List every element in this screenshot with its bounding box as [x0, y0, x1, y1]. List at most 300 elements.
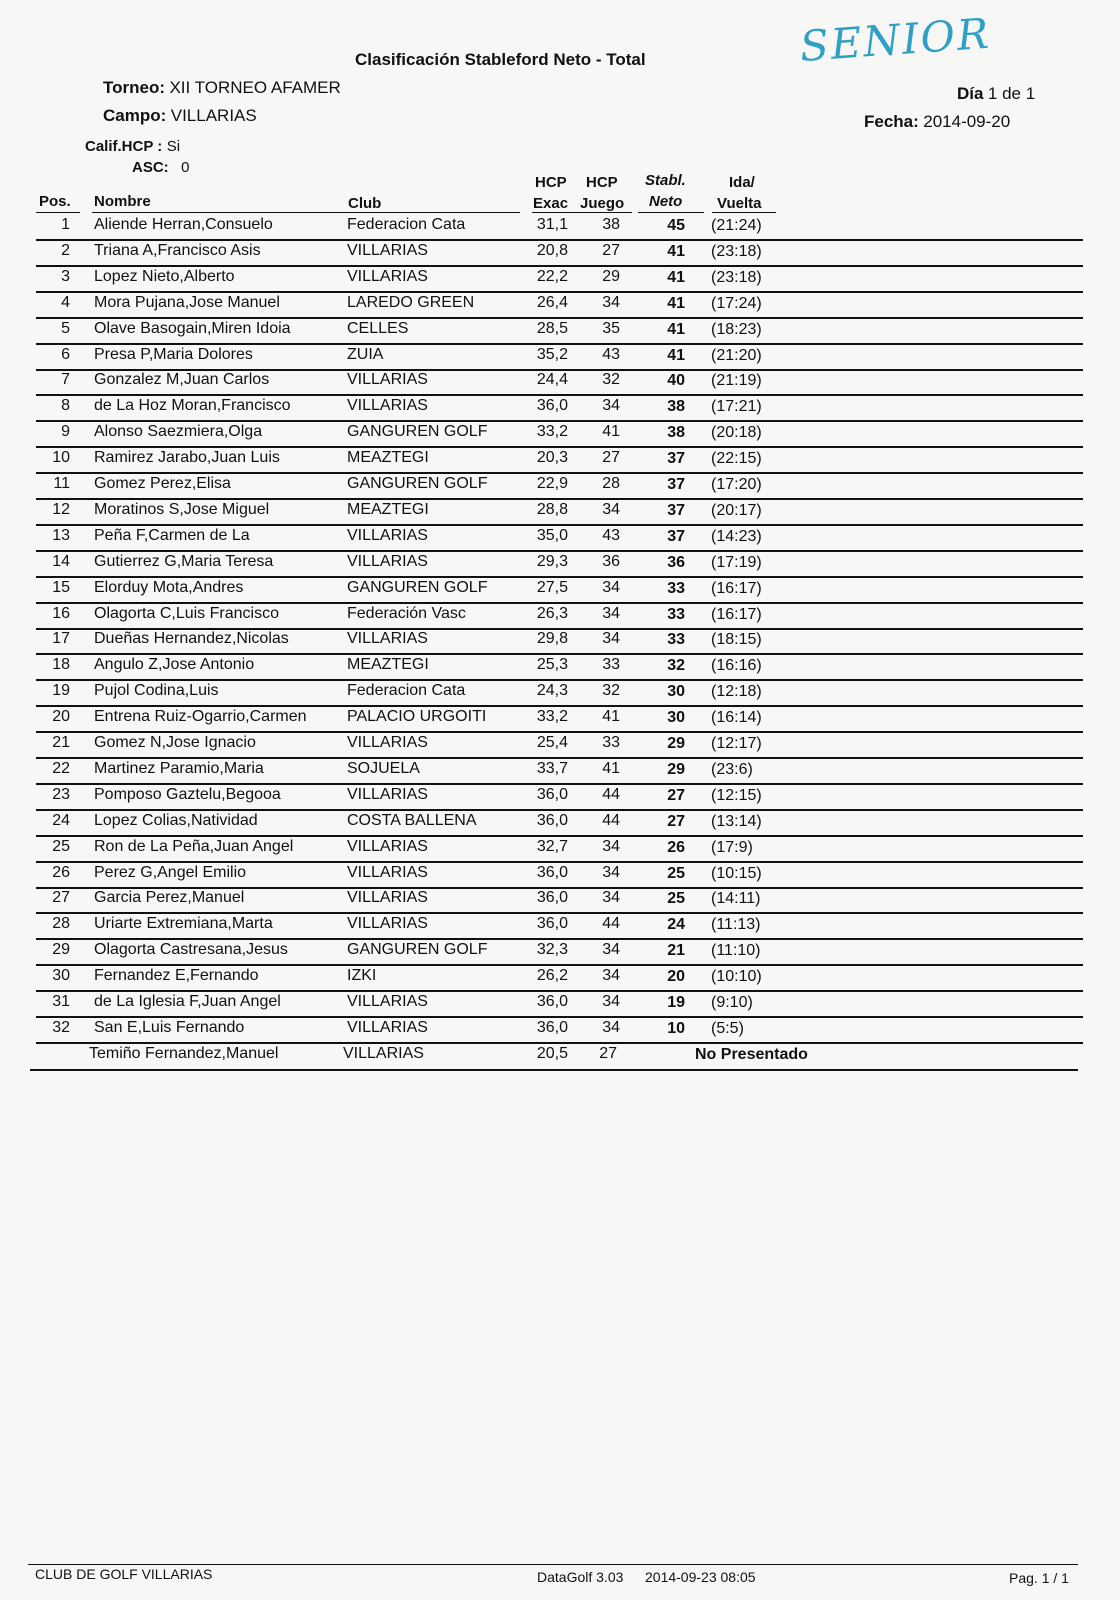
row-club: VILLARIAS [347, 268, 428, 285]
row-ida-vuelta: (21:24) [711, 217, 762, 234]
row-position: 28 [52, 915, 70, 932]
row-separator [36, 731, 1083, 733]
row-ida-vuelta: (18:23) [711, 321, 762, 338]
row-club: VILLARIAS [347, 1019, 428, 1036]
row-hcp-exac: 33,2 [536, 708, 568, 725]
header-hcp-juego-top: HCP [586, 174, 618, 191]
row-name: Olagorta C,Luis Francisco [94, 605, 279, 622]
row-hcp-exac: 32,3 [536, 941, 568, 958]
dia-line [957, 84, 1035, 104]
row-hcp-juego: 34 [602, 993, 620, 1010]
row-position: 18 [52, 656, 70, 673]
header-hcp-exac-bottom: Exac [533, 195, 569, 212]
row-hcp-exac: 35,0 [536, 527, 568, 544]
row-stabl-neto: 45 [667, 217, 685, 234]
row-ida-vuelta: (20:18) [711, 424, 762, 441]
row-hcp-juego: 34 [602, 294, 620, 311]
row-club: VILLARIAS [347, 864, 428, 881]
row-separator [36, 550, 1083, 552]
row-hcp-exac: 20,5 [536, 1045, 568, 1062]
row-club: VILLARIAS [347, 242, 428, 259]
row-club: VILLARIAS [347, 993, 428, 1010]
row-stabl-neto: 37 [667, 528, 685, 545]
row-hcp-exac: 36,0 [536, 397, 568, 414]
torneo-label: Torneo: [103, 78, 166, 97]
header-underline [712, 212, 776, 213]
row-separator [36, 809, 1083, 811]
asc-line [132, 159, 189, 177]
row-name: Moratinos S,Jose Miguel [94, 501, 270, 518]
row-position: 31 [52, 993, 70, 1010]
header-stabl-top: Stabl. [645, 172, 686, 189]
row-position: 32 [52, 1019, 70, 1036]
row-position: 13 [52, 527, 70, 544]
row-ida-vuelta: (17:9) [711, 839, 753, 856]
row-separator [36, 343, 1083, 345]
row-name: Perez G,Angel Emilio [94, 864, 247, 881]
row-separator [36, 498, 1083, 500]
row-stabl-neto: 30 [667, 709, 685, 726]
row-name: Mora Pujana,Jose Manuel [94, 294, 280, 311]
row-club: VILLARIAS [347, 527, 428, 544]
row-ida-vuelta: (11:10) [711, 942, 761, 959]
row-position: 30 [52, 967, 70, 984]
fecha-label: Fecha: [864, 112, 919, 131]
row-stabl-neto: 36 [667, 554, 685, 571]
asc-value: 0 [181, 159, 190, 176]
row-name: Lopez Nieto,Alberto [94, 268, 235, 285]
campo-value: VILLARIAS [170, 106, 257, 125]
row-stabl-neto: 32 [667, 657, 685, 674]
fecha-line [864, 112, 1010, 132]
page-title: Clasificación Stableford Neto - Total [355, 50, 646, 69]
row-separator [36, 861, 1083, 863]
row-name: Ramirez Jarabo,Juan Luis [94, 449, 280, 466]
row-stabl-neto: 30 [667, 683, 685, 700]
header-hcp-exac-top: HCP [535, 174, 567, 191]
row-separator [36, 317, 1083, 319]
header-pos: Pos. [39, 193, 71, 210]
row-club: IZKI [347, 967, 377, 984]
row-stabl-neto: 41 [667, 269, 685, 286]
row-stabl-neto: 26 [667, 839, 685, 856]
campo-line [103, 106, 257, 126]
fecha-value: 2014-09-20 [923, 112, 1011, 131]
row-hcp-juego: 29 [602, 268, 620, 285]
row-name: Gonzalez M,Juan Carlos [94, 371, 270, 388]
row-name: Aliende Herran,Consuelo [94, 216, 273, 233]
row-name: Olave Basogain,Miren Idoia [94, 320, 291, 337]
row-hcp-juego: 33 [602, 656, 620, 673]
row-position: 15 [52, 579, 70, 596]
row-position: 9 [61, 423, 70, 440]
row-ida-vuelta: (12:15) [711, 787, 762, 804]
row-club: PALACIO URGOITI [347, 708, 487, 725]
row-separator [36, 394, 1083, 396]
row-position: 11 [53, 475, 70, 492]
row-club: VILLARIAS [347, 553, 428, 570]
row-name: Pomposo Gaztelu,Begooa [94, 786, 281, 803]
row-hcp-exac: 20,3 [536, 449, 568, 466]
row-club: SOJUELA [347, 760, 420, 777]
row-name: de La Hoz Moran,Francisco [94, 397, 291, 414]
row-ida-vuelta: (17:19) [711, 554, 762, 571]
header-ida-bottom: Vuelta [717, 195, 762, 212]
row-position: 23 [52, 786, 70, 803]
row-separator [30, 1069, 1078, 1071]
row-hcp-exac: 22,2 [536, 268, 568, 285]
footer-rule [28, 1564, 1078, 1565]
row-separator [36, 265, 1083, 267]
row-hcp-juego: 32 [602, 682, 620, 699]
row-position: 4 [61, 294, 70, 311]
row-stabl-neto: 21 [667, 942, 685, 959]
row-hcp-juego: 41 [602, 423, 620, 440]
row-position: 26 [52, 864, 70, 881]
row-club: LAREDO GREEN [347, 294, 475, 311]
row-hcp-exac: 24,4 [536, 371, 568, 388]
row-position: 14 [52, 553, 70, 570]
row-club: VILLARIAS [343, 1045, 424, 1062]
header-stabl-bottom: Neto [649, 193, 683, 210]
row-ida-vuelta: (12:18) [711, 683, 762, 700]
row-hcp-juego: 34 [602, 967, 620, 984]
row-club: GANGUREN GOLF [347, 423, 488, 440]
row-hcp-juego: 34 [602, 397, 620, 414]
row-hcp-juego: 41 [602, 708, 620, 725]
footer-page: Pag. 1 / 1 [1009, 1570, 1069, 1586]
row-ida-vuelta: (14:23) [711, 528, 762, 545]
row-name: Pujol Codina,Luis [94, 682, 219, 699]
row-hcp-exac: 36,0 [536, 812, 568, 829]
row-stabl-neto: 19 [667, 994, 685, 1011]
row-ida-vuelta: (23:18) [711, 269, 762, 286]
row-position: 1 [61, 216, 70, 233]
row-separator [36, 420, 1083, 422]
row-hcp-juego: 34 [602, 864, 620, 881]
row-position: 21 [52, 734, 70, 751]
row-hcp-exac: 32,7 [536, 838, 568, 855]
row-hcp-juego: 36 [602, 553, 620, 570]
row-club: VILLARIAS [347, 838, 428, 855]
row-stabl-neto: 37 [667, 476, 685, 493]
row-position: 25 [52, 838, 70, 855]
row-club: VILLARIAS [347, 786, 428, 803]
footer-timestamp: 2014-09-23 08:05 [645, 1569, 756, 1585]
row-hcp-juego: 27 [602, 242, 620, 259]
row-position: 12 [52, 501, 70, 518]
row-name: Angulo Z,Jose Antonio [94, 656, 255, 673]
row-club: CELLES [347, 320, 409, 337]
header-club: Club [348, 195, 382, 212]
row-hcp-exac: 25,4 [536, 734, 568, 751]
header-ida-top: Ida/ [729, 174, 755, 191]
row-hcp-exac: 24,3 [536, 682, 568, 699]
row-club: VILLARIAS [347, 889, 428, 906]
row-separator [36, 679, 1083, 681]
row-name: Garcia Perez,Manuel [94, 889, 245, 906]
row-separator [36, 783, 1083, 785]
row-name: Lopez Colias,Natividad [94, 812, 258, 829]
campo-label: Campo: [103, 106, 167, 125]
row-club: VILLARIAS [347, 734, 428, 751]
row-separator [36, 705, 1083, 707]
row-separator [36, 602, 1083, 604]
calif-label: Calif.HCP : [85, 138, 163, 155]
row-separator [36, 239, 1083, 241]
header-nombre: Nombre [94, 193, 151, 210]
row-separator [36, 446, 1083, 448]
row-hcp-juego: 34 [602, 605, 620, 622]
row-club: ZUIA [347, 346, 384, 363]
row-ida-vuelta: (16:14) [711, 709, 762, 726]
row-stabl-neto: 37 [667, 502, 685, 519]
row-hcp-exac: 27,5 [536, 579, 568, 596]
row-stabl-neto: 40 [667, 372, 685, 389]
row-ida-vuelta: (23:18) [711, 243, 762, 260]
row-hcp-exac: 35,2 [536, 346, 568, 363]
row-hcp-exac: 36,0 [536, 993, 568, 1010]
row-hcp-exac: 22,9 [536, 475, 568, 492]
row-hcp-juego: 44 [602, 786, 620, 803]
footer-club: CLUB DE GOLF VILLARIAS [35, 1566, 213, 1582]
row-separator [36, 990, 1083, 992]
row-stabl-neto: 27 [667, 813, 685, 830]
row-separator [36, 835, 1083, 837]
row-hcp-exac: 25,3 [536, 656, 568, 673]
row-separator [36, 964, 1083, 966]
row-stabl-neto: 38 [667, 398, 685, 415]
row-name: Olagorta Castresana,Jesus [94, 941, 288, 958]
row-name: Entrena Ruiz-Ogarrio,Carmen [94, 708, 307, 725]
row-club: VILLARIAS [347, 915, 428, 932]
row-position: 8 [61, 397, 70, 414]
row-hcp-juego: 27 [602, 449, 620, 466]
footer-software: DataGolf 3.03 [537, 1569, 624, 1585]
row-position: 27 [52, 889, 70, 906]
row-hcp-exac: 26,3 [536, 605, 568, 622]
row-position: 16 [52, 605, 70, 622]
row-ida-vuelta: (13:14) [711, 813, 762, 830]
row-ida-vuelta: (16:17) [711, 580, 762, 597]
row-stabl-neto: 37 [667, 450, 685, 467]
row-position: 29 [52, 941, 70, 958]
row-ida-vuelta: (14:11) [711, 890, 761, 907]
header-underline [36, 212, 80, 213]
row-hcp-juego: 44 [602, 812, 620, 829]
dia-value: 1 de 1 [987, 84, 1036, 103]
row-ida-vuelta: (9:10) [711, 994, 753, 1011]
row-name: Dueñas Hernandez,Nicolas [94, 630, 289, 647]
row-stabl-neto: 41 [667, 295, 685, 312]
row-name: Elorduy Mota,Andres [94, 579, 244, 596]
row-stabl-neto: 33 [667, 631, 685, 648]
row-stabl-neto: 29 [667, 761, 685, 778]
row-club: MEAZTEGI [347, 449, 429, 466]
row-club: Federacion Cata [347, 216, 466, 233]
row-separator [36, 1042, 1083, 1044]
row-stabl-neto: 41 [667, 243, 685, 260]
row-hcp-juego: 44 [602, 915, 620, 932]
row-ida-vuelta: (12:17) [711, 735, 762, 752]
row-stabl-neto: 25 [667, 890, 685, 907]
row-separator [36, 1016, 1083, 1018]
row-status: No Presentado [695, 1046, 808, 1063]
row-hcp-juego: 34 [602, 1019, 620, 1036]
row-stabl-neto: 33 [667, 580, 685, 597]
row-hcp-exac: 26,4 [536, 294, 568, 311]
header-underline [532, 212, 632, 213]
row-ida-vuelta: (10:15) [711, 865, 762, 882]
row-hcp-juego: 35 [602, 320, 620, 337]
row-name: Uriarte Extremiana,Marta [94, 915, 273, 932]
row-ida-vuelta: (5:5) [711, 1020, 744, 1037]
row-club: MEAZTEGI [347, 656, 429, 673]
calif-value: Si [166, 138, 181, 155]
header-hcp-juego-bottom: Juego [580, 195, 625, 212]
row-ida-vuelta: (17:21) [711, 398, 762, 415]
row-position: 5 [61, 320, 70, 337]
row-club: GANGUREN GOLF [347, 941, 488, 958]
row-ida-vuelta: (20:17) [711, 502, 762, 519]
row-name: Gomez Perez,Elisa [94, 475, 231, 492]
row-name: Gomez N,Jose Ignacio [94, 734, 256, 751]
torneo-value: XII TORNEO AFAMER [169, 78, 341, 97]
row-name: Presa P,Maria Dolores [94, 346, 253, 363]
row-name: Ron de La Peña,Juan Angel [94, 838, 294, 855]
row-ida-vuelta: (17:24) [711, 295, 762, 312]
row-hcp-juego: 34 [602, 579, 620, 596]
row-position: 17 [52, 630, 70, 647]
row-ida-vuelta: (23:6) [711, 761, 753, 778]
row-position: 3 [61, 268, 70, 285]
row-name: Gutierrez G,Maria Teresa [94, 553, 274, 570]
row-hcp-juego: 32 [602, 371, 620, 388]
row-hcp-juego: 34 [602, 838, 620, 855]
row-position: 20 [52, 708, 70, 725]
row-separator [36, 291, 1083, 293]
row-hcp-juego: 34 [602, 501, 620, 518]
row-hcp-exac: 33,7 [536, 760, 568, 777]
row-hcp-juego: 27 [599, 1045, 617, 1062]
row-name: Triana A,Francisco Asis [94, 242, 261, 259]
dia-label: Día [957, 84, 984, 103]
row-hcp-exac: 36,0 [536, 889, 568, 906]
row-ida-vuelta: (10:10) [711, 968, 762, 985]
header-underline [638, 212, 704, 213]
row-hcp-exac: 20,8 [536, 242, 568, 259]
row-stabl-neto: 41 [667, 321, 685, 338]
row-hcp-juego: 38 [602, 216, 620, 233]
row-name: Alonso Saezmiera,Olga [94, 423, 263, 440]
row-separator [36, 757, 1083, 759]
row-ida-vuelta: (17:20) [711, 476, 762, 493]
row-separator [36, 472, 1083, 474]
row-position: 2 [61, 242, 70, 259]
row-position: 22 [52, 760, 70, 777]
row-club: MEAZTEGI [347, 501, 429, 518]
row-ida-vuelta: (18:15) [711, 631, 762, 648]
row-hcp-exac: 36,0 [536, 1019, 568, 1036]
row-club: VILLARIAS [347, 630, 428, 647]
row-stabl-neto: 10 [667, 1020, 685, 1037]
row-hcp-exac: 29,3 [536, 553, 568, 570]
row-club: Federación Vasc [347, 605, 466, 622]
row-hcp-exac: 29,8 [536, 630, 568, 647]
row-hcp-juego: 43 [602, 346, 620, 363]
row-hcp-juego: 28 [602, 475, 620, 492]
row-hcp-exac: 36,0 [536, 786, 568, 803]
row-stabl-neto: 27 [667, 787, 685, 804]
row-name: Martinez Paramio,Maria [94, 760, 264, 777]
row-ida-vuelta: (22:15) [711, 450, 762, 467]
row-ida-vuelta: (21:20) [711, 347, 762, 364]
row-stabl-neto: 29 [667, 735, 685, 752]
row-stabl-neto: 20 [667, 968, 685, 985]
row-position: 19 [52, 682, 70, 699]
row-separator [36, 524, 1083, 526]
row-hcp-juego: 33 [602, 734, 620, 751]
row-name: Temiño Fernandez,Manuel [89, 1045, 279, 1062]
row-hcp-exac: 31,1 [536, 216, 568, 233]
handwritten-note: SENIOR [798, 8, 993, 71]
row-hcp-exac: 28,5 [536, 320, 568, 337]
row-separator [36, 576, 1083, 578]
header-underline [92, 212, 520, 213]
row-position: 10 [52, 449, 70, 466]
row-hcp-exac: 28,8 [536, 501, 568, 518]
row-club: COSTA BALLENA [347, 812, 477, 829]
row-stabl-neto: 33 [667, 606, 685, 623]
row-position: 24 [52, 812, 70, 829]
row-hcp-juego: 34 [602, 889, 620, 906]
row-stabl-neto: 24 [667, 916, 685, 933]
row-club: Federacion Cata [347, 682, 466, 699]
row-hcp-exac: 36,0 [536, 915, 568, 932]
row-name: Fernandez E,Fernando [94, 967, 259, 984]
row-stabl-neto: 41 [667, 347, 685, 364]
calif-line [85, 138, 180, 156]
row-hcp-exac: 36,0 [536, 864, 568, 881]
row-separator [36, 653, 1083, 655]
row-separator [36, 912, 1083, 914]
row-ida-vuelta: (16:16) [711, 657, 762, 674]
row-position: 7 [61, 371, 70, 388]
row-hcp-exac: 26,2 [536, 967, 568, 984]
row-stabl-neto: 38 [667, 424, 685, 441]
row-name: de La Iglesia F,Juan Angel [94, 993, 281, 1010]
row-name: Peña F,Carmen de La [94, 527, 250, 544]
row-club: VILLARIAS [347, 397, 428, 414]
torneo-line [103, 78, 341, 98]
row-ida-vuelta: (11:13) [711, 916, 761, 933]
row-ida-vuelta: (21:19) [711, 372, 762, 389]
row-hcp-exac: 33,2 [536, 423, 568, 440]
row-ida-vuelta: (16:17) [711, 606, 762, 623]
row-club: VILLARIAS [347, 371, 428, 388]
row-name: San E,Luis Fernando [94, 1019, 245, 1036]
row-hcp-juego: 34 [602, 630, 620, 647]
asc-label: ASC: [132, 159, 169, 176]
row-club: GANGUREN GOLF [347, 579, 488, 596]
row-separator [36, 938, 1083, 940]
row-hcp-juego: 34 [602, 941, 620, 958]
row-club: GANGUREN GOLF [347, 475, 488, 492]
row-position: 6 [61, 346, 70, 363]
row-stabl-neto: 25 [667, 865, 685, 882]
row-hcp-juego: 41 [602, 760, 620, 777]
row-hcp-juego: 43 [602, 527, 620, 544]
